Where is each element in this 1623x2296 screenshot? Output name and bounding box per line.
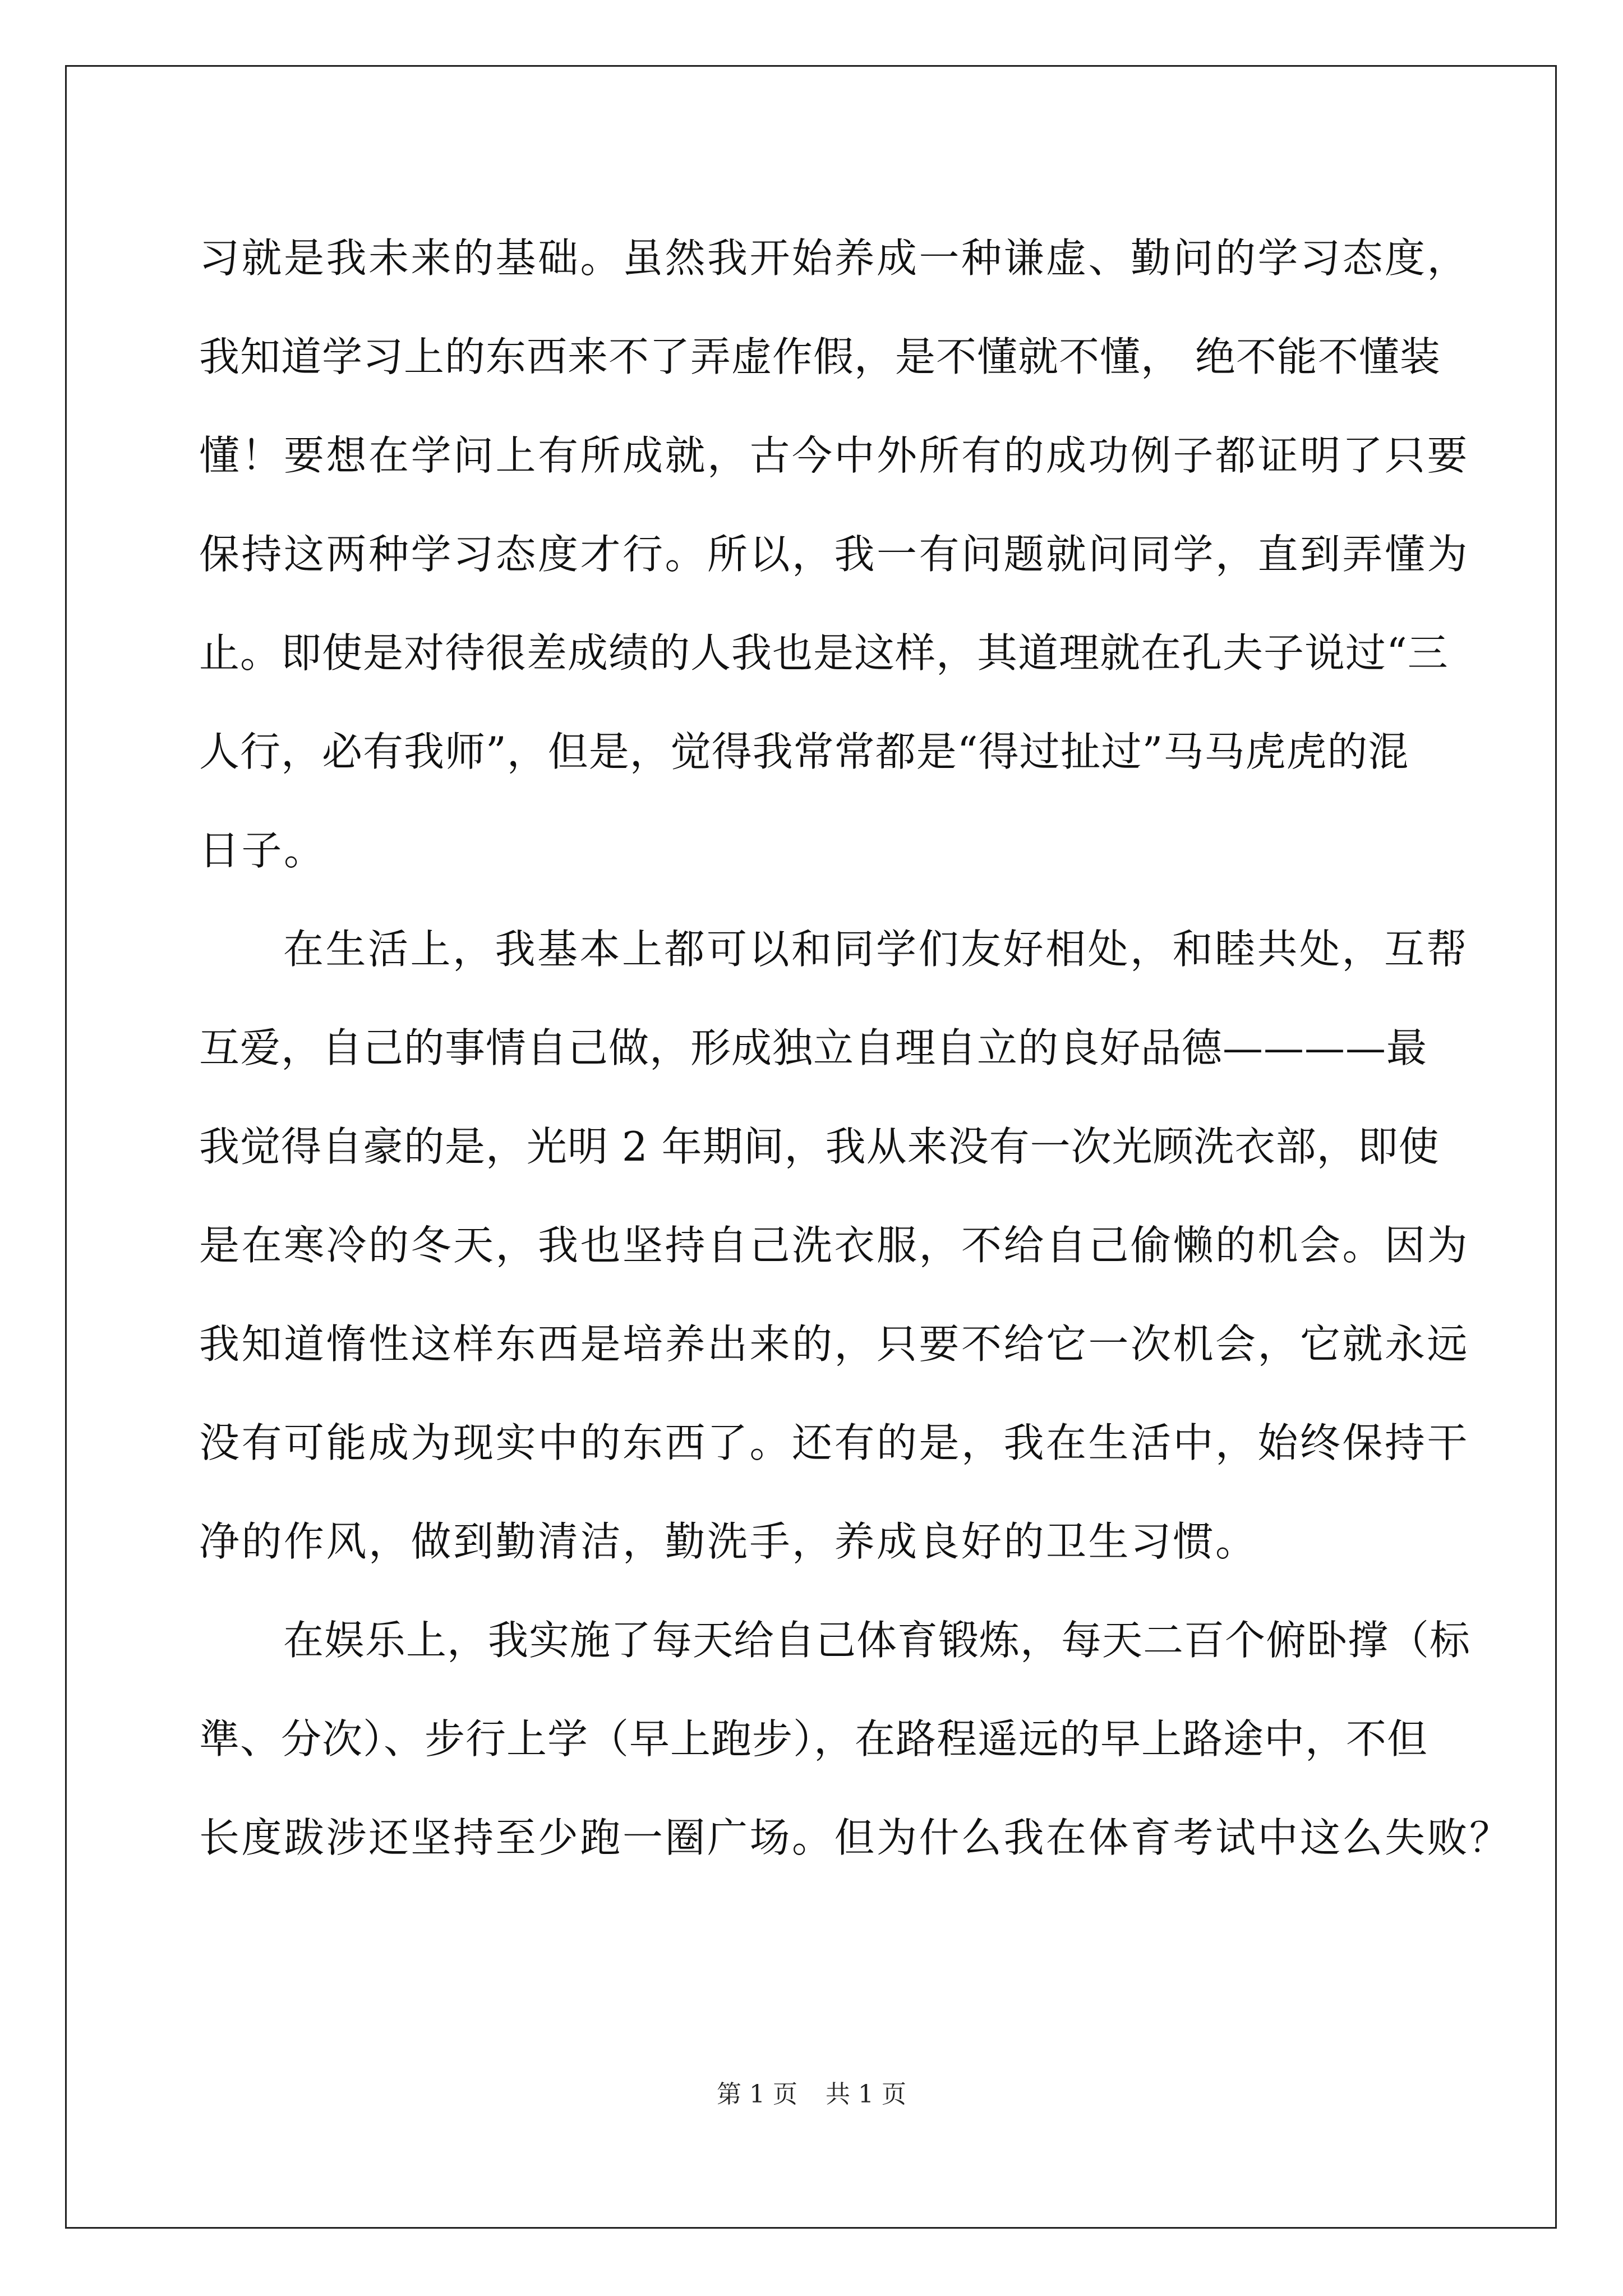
text-line: 我觉得自豪的是，光明 2 年期间，我从来没有一次光顾洗衣部，即使 [199, 1123, 1440, 1170]
text-line: 準、分次）、步行上学（早上跑步），在路程遥远的早上路途中，不但 [199, 1715, 1428, 1763]
page-total: 共 1 页 [826, 2080, 906, 2109]
text-line: 保持这两种学习态度才行。所以，我一有问题就问同学，直到弄懂为 [199, 531, 1470, 578]
text-line: 懂！要想在学问上有所成就，古今中外所有的成功例子都证明了只要 [199, 432, 1470, 479]
text-line: 没有可能成为现实中的东西了。还有的是，我在生活中，始终保持干 [199, 1419, 1470, 1466]
text-line: 长度跋涉还坚持至少跑一圈广场。但为什么我在体育考试中这么失败？ [199, 1814, 1512, 1861]
paragraph-first-line: 在生活上，我基本上都可以和同学们友好相处，和睦共处，互帮 [283, 926, 1469, 973]
text-line: 我知道惰性这样东西是培养出来的，只要不给它一次机会，它就永远 [199, 1320, 1470, 1368]
text-line: 互爱，自己的事情自己做，形成独立自理自立的良好品德————最 [199, 1024, 1428, 1071]
text-line: 是在寒冷的冬天，我也坚持自己洗衣服，不给自己偷懒的机会。因为 [199, 1222, 1470, 1269]
paragraph-first-line: 在娱乐上，我实施了每天给自己体育锻炼，每天二百个俯卧撑（标 [283, 1617, 1471, 1664]
text-line: 人行，必有我师”，但是，觉得我常常都是“得过扯过”马马虎虎的混 [199, 728, 1409, 775]
text-line: 净的作风，做到勤清洁，勤洗手，养成良好的卫生习惯。 [199, 1518, 1258, 1565]
page-footer [0, 2079, 1623, 2110]
text-line: 日子。 [199, 827, 326, 874]
text-line: 止。即使是对待很差成绩的人我也是这样，其道理就在孔夫子说过“三 [199, 629, 1449, 677]
document-body [199, 209, 1512, 1887]
page-number: 第 1 页 [717, 2080, 797, 2109]
text-line: 我知道学习上的东西来不了弄虚作假，是不懂就不懂， 绝不能不懂装 [199, 333, 1441, 380]
text-line: 习就是我未来的基础。虽然我开始养成一种谦虚、勤问的学习态度， [199, 234, 1470, 282]
